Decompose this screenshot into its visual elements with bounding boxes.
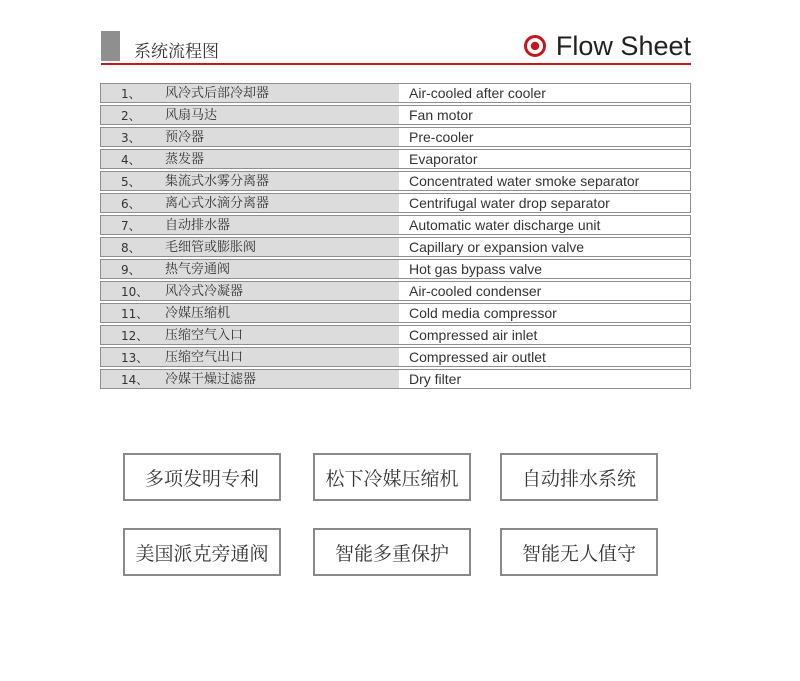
table-row <box>100 127 691 147</box>
component-name-cn: 蒸发器 <box>163 150 399 168</box>
header-accent-bar <box>101 31 120 61</box>
component-name-en: Evaporator <box>409 151 478 167</box>
component-name-cn: 压缩空气出口 <box>163 348 399 366</box>
component-table <box>100 83 691 391</box>
row-number: 3、 <box>101 128 163 146</box>
feature-grid <box>123 453 663 577</box>
table-row <box>100 193 691 213</box>
component-name-cn: 冷媒干燥过滤器 <box>163 370 399 388</box>
feature-badge: 松下冷媒压缩机 <box>313 453 471 501</box>
component-name-cn: 风冷式后部冷却器 <box>163 84 399 102</box>
row-number: 6、 <box>101 194 163 212</box>
component-name-cn: 离心式水滴分离器 <box>163 194 399 212</box>
row-number: 5、 <box>101 172 163 190</box>
component-name-cn: 热气旁通阀 <box>163 260 399 278</box>
row-number: 1、 <box>101 84 163 102</box>
component-name-en: Hot gas bypass valve <box>409 261 543 277</box>
row-number: 14、 <box>101 370 163 388</box>
row-number: 11、 <box>101 304 163 322</box>
component-name-en: Dry filter <box>409 371 462 387</box>
row-number: 2、 <box>101 106 163 124</box>
component-name-en: Compressed air inlet <box>409 327 538 343</box>
table-row <box>100 281 691 301</box>
row-number: 13、 <box>101 348 163 366</box>
row-number: 4、 <box>101 150 163 168</box>
feature-badge: 多项发明专利 <box>123 453 281 501</box>
table-row <box>100 347 691 367</box>
component-name-en: Air-cooled after cooler <box>409 85 546 101</box>
feature-badge: 美国派克旁通阀 <box>123 528 281 576</box>
table-row <box>100 369 691 389</box>
feature-badge: 自动排水系统 <box>500 453 658 501</box>
component-name-cn: 集流式水雾分离器 <box>163 172 399 190</box>
component-name-cn: 风冷式冷凝器 <box>163 282 399 300</box>
component-name-cn: 压缩空气入口 <box>163 326 399 344</box>
table-row <box>100 83 691 103</box>
table-row <box>100 171 691 191</box>
table-row <box>100 215 691 235</box>
target-icon <box>524 35 546 57</box>
component-name-cn: 冷媒压缩机 <box>163 304 399 322</box>
component-name-cn: 风扇马达 <box>163 106 399 124</box>
feature-badge: 智能无人值守 <box>500 528 658 576</box>
component-name-en: Pre-cooler <box>409 129 474 145</box>
component-name-cn: 自动排水器 <box>163 216 399 234</box>
row-number: 10、 <box>101 282 163 300</box>
component-name-en: Automatic water discharge unit <box>409 217 601 233</box>
component-name-en: Air-cooled condenser <box>409 283 542 299</box>
component-name-en: Fan motor <box>409 107 473 123</box>
table-row <box>100 105 691 125</box>
header-title-cn: 系统流程图 <box>134 42 219 62</box>
component-name-en: Centrifugal water drop separator <box>409 195 610 211</box>
component-name-en: Concentrated water smoke separator <box>409 173 640 189</box>
table-row <box>100 325 691 345</box>
header-title-group <box>524 31 691 61</box>
header-title-en: Flow Sheet <box>555 30 691 61</box>
row-number: 8、 <box>101 238 163 256</box>
component-name-en: Compressed air outlet <box>409 349 546 365</box>
row-number: 9、 <box>101 260 163 278</box>
table-row <box>100 259 691 279</box>
section-header <box>101 31 691 65</box>
table-row <box>100 303 691 323</box>
feature-badge: 智能多重保护 <box>313 528 471 576</box>
table-row <box>100 237 691 257</box>
component-name-cn: 预冷器 <box>163 128 399 146</box>
table-row <box>100 149 691 169</box>
row-number: 7、 <box>101 216 163 234</box>
component-name-cn: 毛细管或膨胀阀 <box>163 238 399 256</box>
row-number: 12、 <box>101 326 163 344</box>
component-name-en: Cold media compressor <box>409 305 557 321</box>
component-name-en: Capillary or expansion valve <box>409 239 585 255</box>
header-divider <box>101 63 691 65</box>
